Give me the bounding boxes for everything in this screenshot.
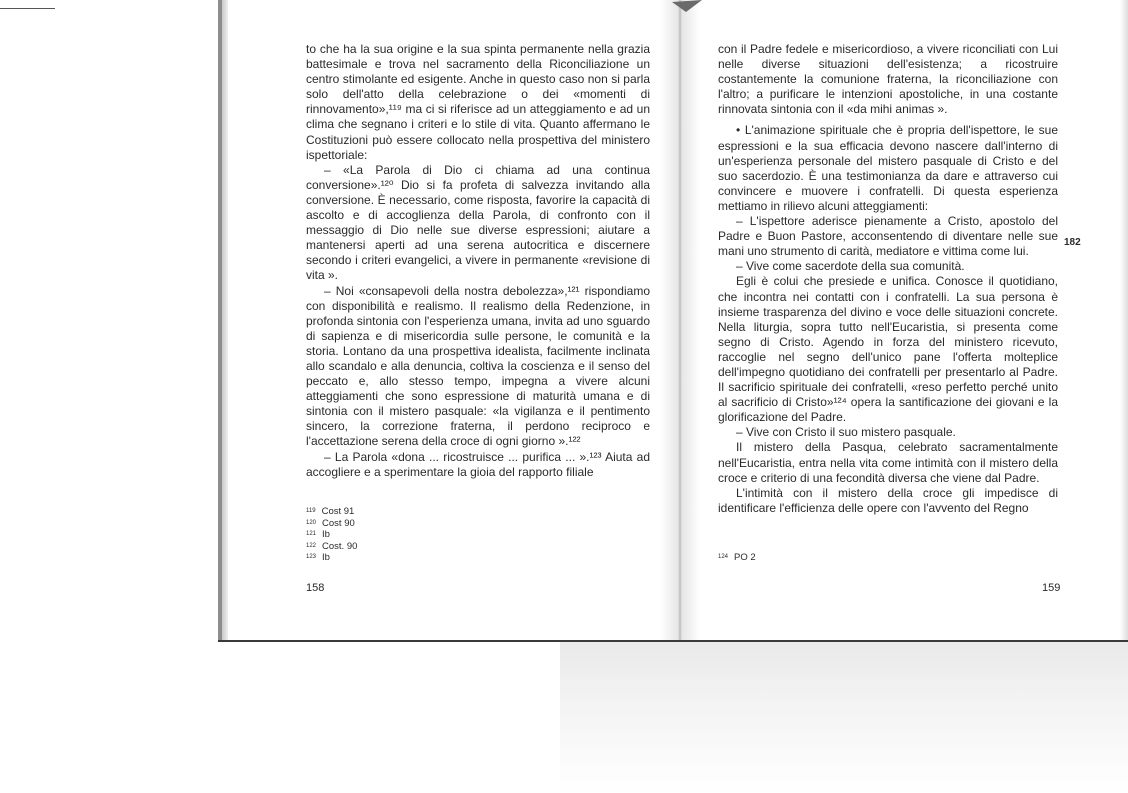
left-footnotes [306, 506, 357, 564]
right-paragraph: • L'animazione spirituale che è propria dell'ispettore, le sue espressioni e la sua efficacia devono nascere dall'interno di un'esperienza personale del mistero pasquale di Cristo e del suo sacerdozio. È una testimonianza da dare e attraverso cui convincere e muovere i confratelli. Di questa esperienza mettiamo in rilievo alcuni atteggiamenti: [718, 123, 1058, 213]
right-paragraph: – Vive come sacerdote della sua comunità. [736, 259, 965, 274]
left-paragraph: – La Parola «dona ... ricostruisce ... purifica ... ».¹²³ Aiuta ad accogliere e a sperimentare la gioia del rapporto filiale [306, 449, 650, 479]
footnote: $^{123}$ Ib [306, 552, 330, 563]
footnote: $^{122}$ Cost. 90 [306, 540, 358, 552]
right-paragraph: con il Padre fedele e misericordioso, a vivere riconciliati con Lui nelle diverse situazioni dell'esistenza; a ricostruire costantemente la comunione fraterna, la riconciliazione con l'altro; a purificare le intenzioni apostoliche, in una costante rinnovata sintonia con il «da mihi animas ». [718, 42, 1058, 117]
left-page-number: 158 [306, 582, 325, 594]
book-cover-shading [222, 0, 228, 642]
footnote: $^{121}$ Ib [306, 529, 330, 540]
right-footnotes [718, 552, 756, 564]
right-paragraph: Il mistero della Pasqua, celebrato sacramentalmente nell'Eucaristia, entra nella vita come intimità con il mistero della croce e criterio di una fecondità diversa che viene dal Padre. [718, 440, 1058, 485]
scan-edge-line [0, 8, 55, 9]
left-paragraph: – Noi «consapevoli della nostra debolezza»,¹²¹ rispondiamo con disponibilità e realismo. Il realismo della Redenzione, in profonda sintonia con l'esperienza umana, invita ad uno sguardo di sapienza e di misericordia sulle persone, le comunità e la storia. Lontano da una prospettiva idealista, facilmente inclinata allo scandalo e alla denuncia, coltiva la coscienza e il senso del peccato e, allo stesso tempo, impegna a vivere alcuni atteggiamenti che sono espressione di maturità umana e di sintonia con il mistero pasquale: «la vigilanza e il pentimento sincero, la correzione fraterna, il perdono reciproco e l'accettazione serena della croce di ogni giorno ».¹²² [306, 283, 650, 449]
footnote: $^{120}$ Cost 90 [306, 517, 355, 529]
table-shadow [560, 640, 1128, 793]
page-right-edge [1120, 0, 1128, 642]
right-paragraph: – Vive con Cristo il suo mistero pasquale. [736, 425, 956, 440]
book-gutter [660, 0, 700, 642]
left-paragraph: to che ha la sua origine e la sua spinta permanente nella grazia battesimale e trova nel sacramento della Riconciliazione un centro stimolante ed esigente. Anche in questo caso non si parla solo dell'atto della celebrazione o dei «momenti di rinnovamento»,¹¹⁹ ma ci si riferisce ad un atteggiamento e ad un clima che segnano i criteri e lo stile di vita. Quanto affermano le Costituzioni può essere collocato nella prospettiva del ministero ispettoriale: [306, 42, 650, 162]
right-page-number: 159 [1042, 582, 1061, 594]
footnote: $^{124}$ PO 2 [718, 552, 756, 563]
right-paragraph: L'intimità con il mistero della croce gli impedisce di identificare l'efficienza delle opere con l'avvento del Regno [718, 485, 1058, 515]
book-bottom-edge [218, 640, 1128, 642]
right-paragraph: – L'ispettore aderisce pienamente a Cristo, apostolo del Padre e Buon Pastore, acconsentendo di diventare nelle sue mani uno strumento di carità, mediatore e vittima come lui. [718, 214, 1058, 259]
gutter-shadow-mark [672, 0, 702, 12]
footnote: $^{119}$ Cost 91 [306, 506, 355, 517]
right-paragraph: Egli è colui che presiede e unifica. Conosce il quotidiano, che incontra nei contatti con i confratelli. La sua persona è insieme trasparenza del divino e voce delle situazioni concrete. Nella liturgia, sopra tutto nell'Eucaristia, si presenta come segno di Cristo. Agendo in forza del ministero ricevuto, raccoglie nel segno dell'unico pane l'offerta molteplice dell'impegno quotidiano dei confratelli per presentarlo al Padre. Il sacrificio spirituale dei confratelli, «reso perfetto perché unito al sacrificio di Cristo»¹²⁴ opera la santificazione dei giovani e la glorificazione del Padre. [718, 274, 1058, 425]
margin-article-number: 182 [1064, 237, 1081, 248]
left-paragraph: – «La Parola di Dio ci chiama ad una continua conversione».¹²⁰ Dio si fa profeta di salvezza invitando alla conversione. È necessario, come risposta, favorire la capacità di ascolto e di accoglienza della Parola, di confronto con il messaggio di Dio nelle sue diverse espressioni; aiutare a mantenersi aperti ad una serena autocritica e discernere secondo i criteri evangelici, a vivere in permanente «revisione di vita ». [306, 162, 650, 283]
right-page-body [718, 42, 1058, 516]
left-page-body [306, 42, 650, 480]
